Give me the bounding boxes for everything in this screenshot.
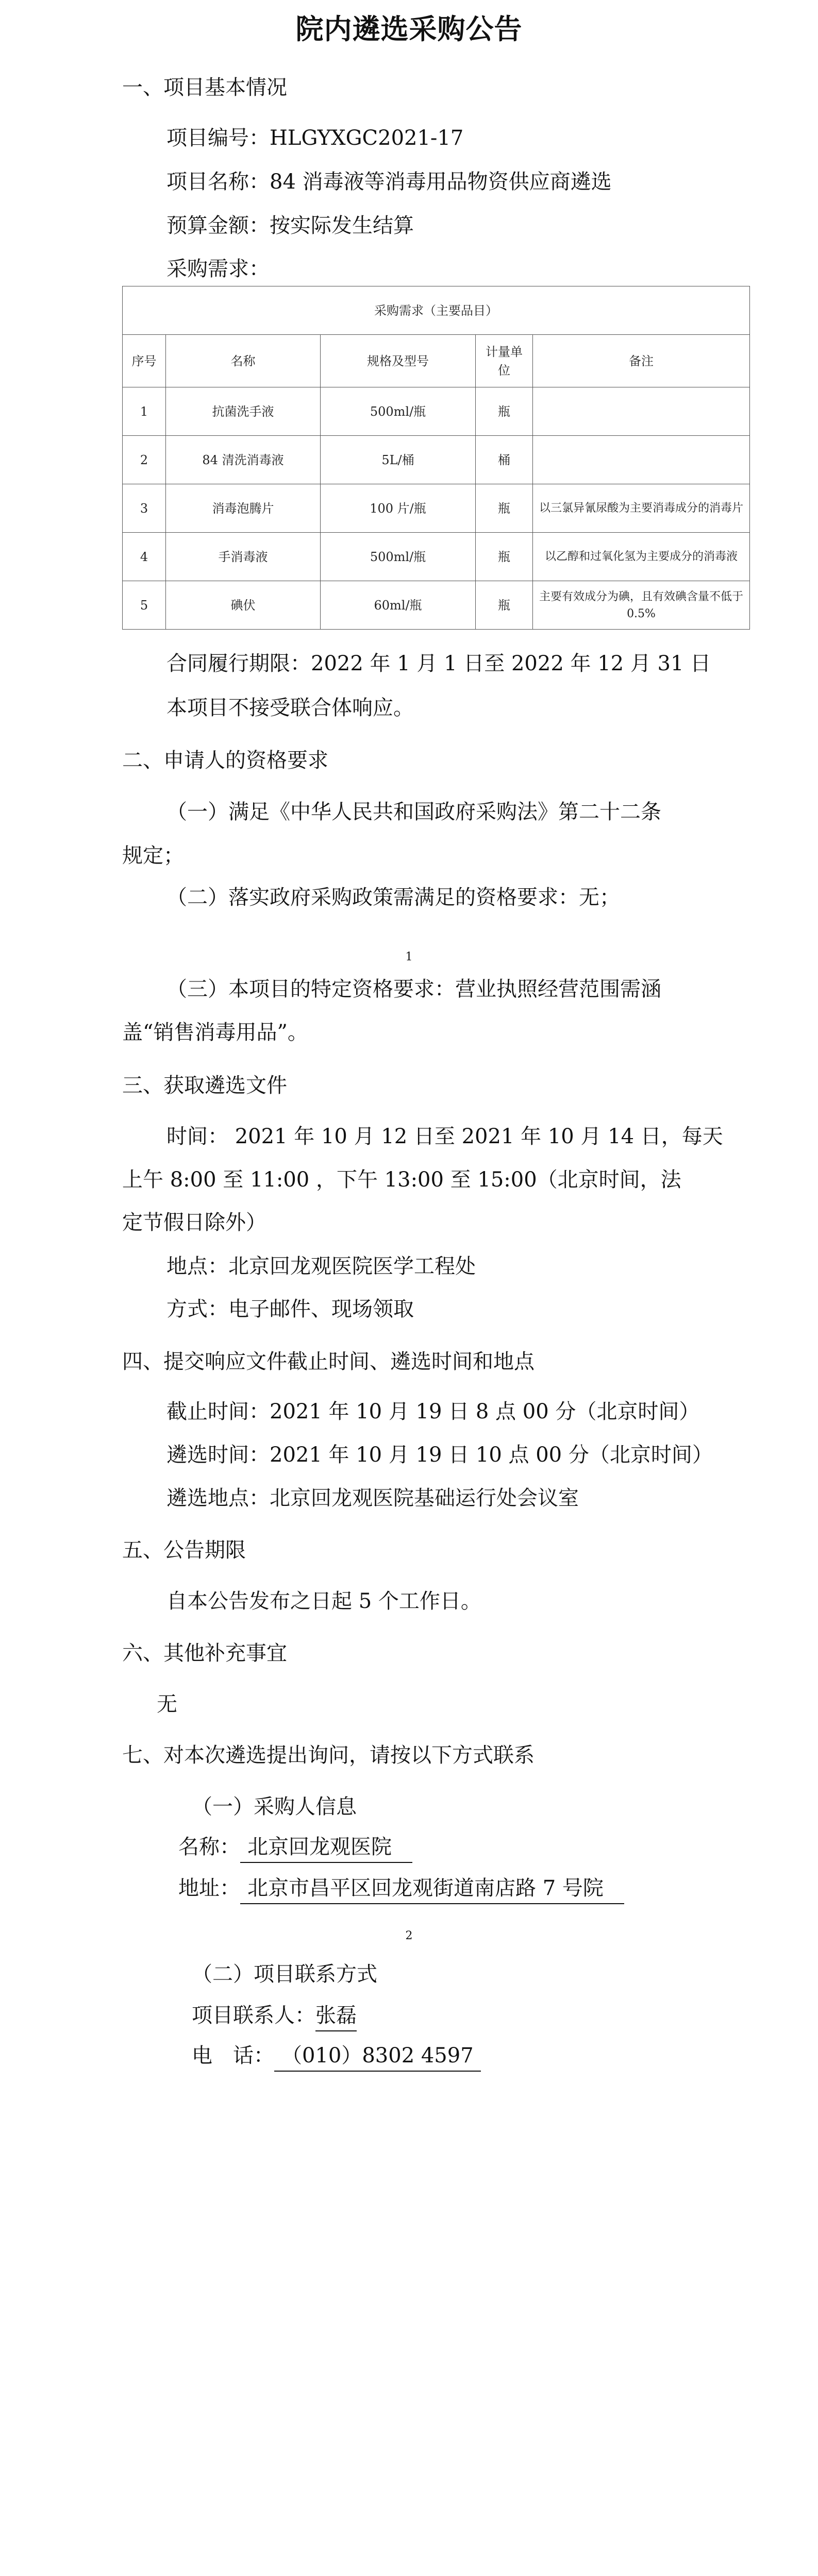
project-contact-value: 张磊 [315, 1999, 357, 2031]
project-phone-label: 电 话： [192, 2044, 274, 2067]
table-cell: 2 [123, 436, 166, 484]
qualification-item-1-cont: 规定； [122, 844, 184, 868]
table-row [123, 436, 750, 484]
table-cell: 消毒泡腾片 [166, 484, 321, 533]
project-contact [192, 1999, 357, 2031]
qualification-item-3-cont: 盖“销售消毒用品”。 [122, 1021, 308, 1044]
table-header: 序号 [123, 335, 166, 387]
other-matters: 无 [157, 1692, 177, 1716]
table-cell [533, 436, 750, 484]
contract-period: 合同履行期限：2022 年 1 月 1 日至 2022 年 12 月 31 日 [166, 652, 711, 675]
project-name: 项目名称：84 消毒液等消毒用品物资供应商遴选 [166, 170, 612, 194]
section-6-heading: 六、其他补充事宜 [122, 1641, 287, 1665]
submission-deadline: 截止时间：2021 年 10 月 19 日 8 点 00 分（北京时间） [166, 1400, 700, 1423]
table-cell: 500ml/瓶 [321, 387, 476, 436]
table-cell: 60ml/瓶 [321, 581, 476, 630]
document-title: 院内遴选采购公告 [295, 12, 523, 45]
obtain-time-cont-1: 上午 8:00 至 11:00 ，下午 13:00 至 15:00（北京时间，法 [122, 1168, 681, 1192]
announcement-period: 自本公告发布之日起 5 个工作日。 [166, 1589, 481, 1613]
purchaser-name-value: 北京回龙观医院 [240, 1831, 412, 1863]
section-5-heading: 五、公告期限 [122, 1538, 246, 1562]
joint-venture-note: 本项目不接受联合体响应。 [166, 696, 414, 720]
table-header: 备注 [533, 335, 750, 387]
qualification-item-2: （二）落实政府采购政策需满足的资格要求：无； [166, 886, 620, 909]
section-7-heading: 七、对本次遴选提出询问，请按以下方式联系 [122, 1743, 535, 1767]
purchaser-address-label: 地址： [178, 1876, 240, 1900]
purchaser-name-label: 名称： [178, 1835, 240, 1859]
obtain-time: 时间： 2021 年 10 月 12 日至 2021 年 10 月 14 日，每天 [166, 1125, 723, 1148]
purchaser-name [178, 1831, 412, 1863]
qualification-item-1: （一）满足《中华人民共和国政府采购法》第二十二条 [166, 800, 661, 824]
table-cell: 以三氯异氰尿酸为主要消毒成分的消毒片 [533, 484, 750, 533]
selection-time: 遴选时间：2021 年 10 月 19 日 10 点 00 分（北京时间） [166, 1443, 713, 1467]
requirements-table [122, 286, 750, 630]
section-3-heading: 三、获取遴选文件 [122, 1074, 287, 1097]
project-number: 项目编号：HLGYXGC2021-17 [166, 126, 464, 150]
project-contact-label: 项目联系人： [192, 2004, 315, 2027]
table-row [123, 533, 750, 581]
obtain-time-cont-2: 定节假日除外） [122, 1211, 266, 1234]
demand-label: 采购需求： [166, 257, 270, 281]
table-cell: 100 片/瓶 [321, 484, 476, 533]
table-cell: 3 [123, 484, 166, 533]
obtain-method: 方式：电子邮件、现场领取 [166, 1297, 414, 1321]
table-cell: 瓶 [476, 581, 533, 630]
table-cell: 5L/桶 [321, 436, 476, 484]
table-cell: 5 [123, 581, 166, 630]
table-cell: 桶 [476, 436, 533, 484]
table-cell: 抗菌洗手液 [166, 387, 321, 436]
purchaser-address-value: 北京市昌平区回龙观街道南店路 7 号院 [240, 1872, 624, 1904]
table-row [123, 484, 750, 533]
selection-place: 遴选地点：北京回龙观医院基础运行处会议室 [166, 1486, 579, 1510]
purchaser-info-title: （一）采购人信息 [192, 1795, 357, 1819]
table-cell: 以乙醇和过氧化氢为主要成分的消毒液 [533, 533, 750, 581]
table-cell: 主要有效成分为碘，且有效碘含量不低于 0.5% [533, 581, 750, 630]
table-cell [533, 387, 750, 436]
table-cell: 4 [123, 533, 166, 581]
obtain-place: 地点：北京回龙观医院医学工程处 [166, 1255, 476, 1278]
table-cell: 500ml/瓶 [321, 533, 476, 581]
project-phone [192, 2039, 481, 2072]
page-number: 1 [405, 951, 413, 963]
table-caption: 采购需求（主要品目） [123, 286, 750, 335]
budget-amount: 预算金额：按实际发生结算 [166, 214, 414, 238]
project-phone-value: （010）8302 4597 [274, 2039, 481, 2072]
table-cell: 84 清洗消毒液 [166, 436, 321, 484]
table-row [123, 581, 750, 630]
contact-info-title: （二）项目联系方式 [192, 1962, 377, 1986]
qualification-item-3: （三）本项目的特定资格要求：营业执照经营范围需涵 [166, 977, 661, 1001]
table-cell: 瓶 [476, 387, 533, 436]
purchaser-address [178, 1872, 624, 1904]
table-header: 规格及型号 [321, 335, 476, 387]
table-cell: 瓶 [476, 484, 533, 533]
section-1-heading: 一、项目基本情况 [122, 76, 287, 99]
table-header: 计量单位 [476, 335, 533, 387]
section-2-heading: 二、申请人的资格要求 [122, 749, 328, 772]
section-4-heading: 四、提交响应文件截止时间、遴选时间和地点 [122, 1350, 535, 1374]
table-cell: 1 [123, 387, 166, 436]
table-cell: 手消毒液 [166, 533, 321, 581]
page-number: 2 [405, 1929, 413, 1942]
table-header: 名称 [166, 335, 321, 387]
table-cell: 瓶 [476, 533, 533, 581]
table-cell: 碘伏 [166, 581, 321, 630]
table-row [123, 387, 750, 436]
